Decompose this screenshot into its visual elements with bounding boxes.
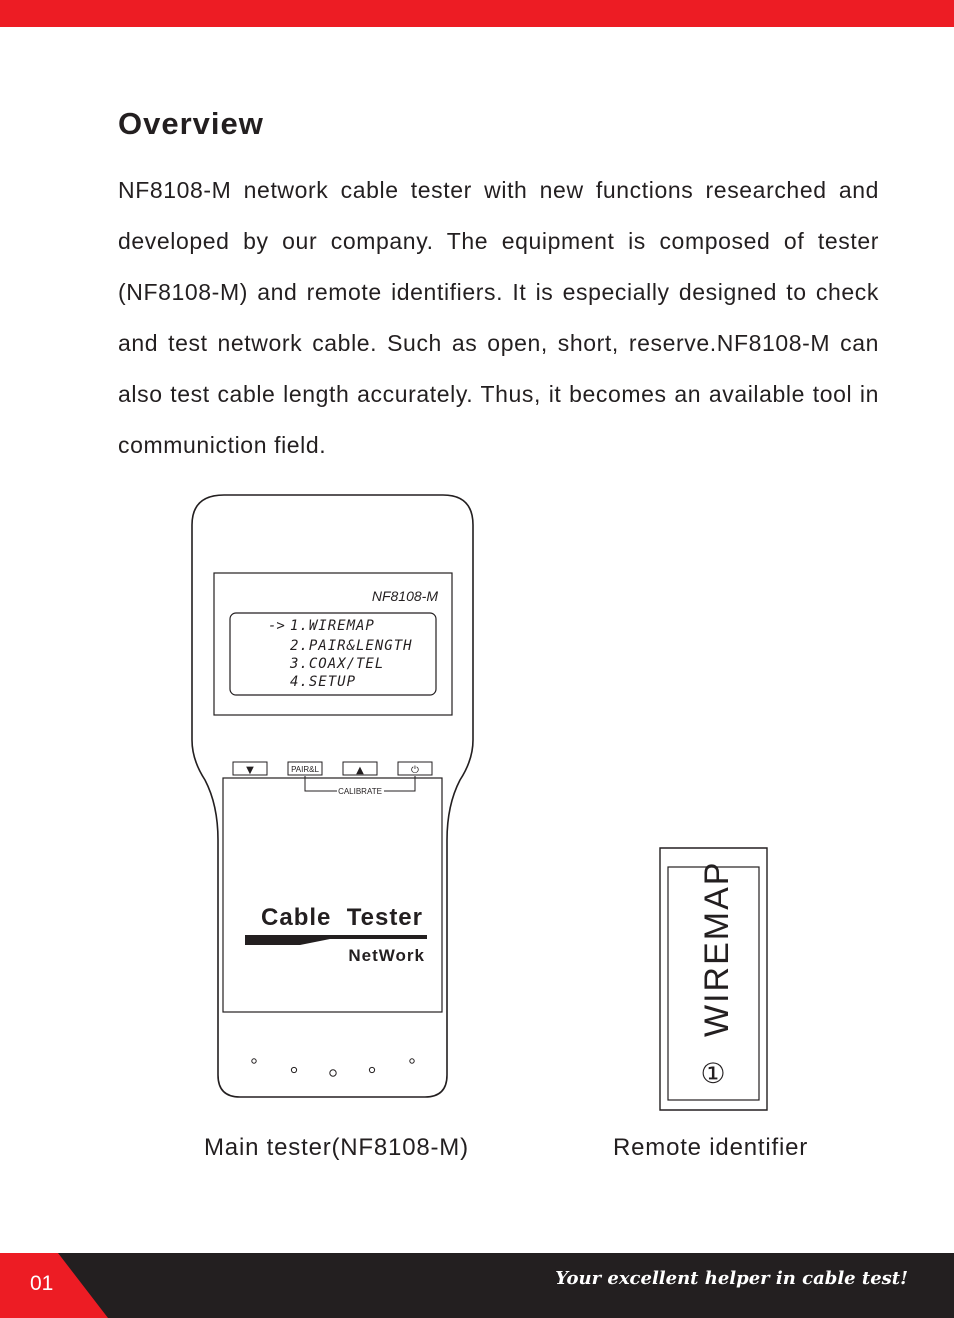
- brand-stripe: [245, 935, 427, 945]
- main-tester-drawing: [192, 495, 473, 1097]
- brand-title: Cable Tester: [261, 904, 423, 931]
- footer-tagline: Your excellent helper in cable test!: [555, 1268, 908, 1289]
- remote-identifier-caption: Remote identifier: [613, 1134, 809, 1161]
- tester-model-label: NF8108-M: [371, 588, 438, 604]
- main-tester-caption: Main tester(NF8108-M): [204, 1134, 469, 1161]
- remote-wiremap-label: WIREMAP: [698, 860, 736, 1037]
- pair-length-button-label: PAIR&L: [291, 765, 319, 774]
- menu-item-pair-length: 2.PAIR&LENGTH: [290, 638, 413, 654]
- up-arrow-icon: ▲: [356, 765, 364, 776]
- page-number: 01: [30, 1272, 54, 1295]
- calibrate-label: CALIBRATE: [338, 787, 382, 796]
- menu-cursor-arrow: ->: [268, 618, 285, 634]
- brand-subtitle: NetWork: [348, 946, 425, 965]
- menu-item-wiremap: 1.WIREMAP: [290, 618, 375, 634]
- power-icon: ⏻: [411, 765, 419, 776]
- menu-item-setup: 4.SETUP: [290, 674, 357, 690]
- down-arrow-icon: ▼: [246, 765, 254, 776]
- section-title: Overview: [118, 106, 264, 141]
- menu-item-coax-tel: 3.COAX/TEL: [290, 656, 385, 672]
- remote-number-badge: ①: [700, 1057, 726, 1090]
- overview-paragraph: NF8108-M network cable tester with new functions researched and developed by our company. The equipment is composed of tester (NF8108-M) and remote identifiers. It is especially designed to check and test network cable. Such as open, short, reserve.NF8108-M can also test cable length accurately. Thus, it becomes an available tool in communiction field.: [118, 177, 879, 458]
